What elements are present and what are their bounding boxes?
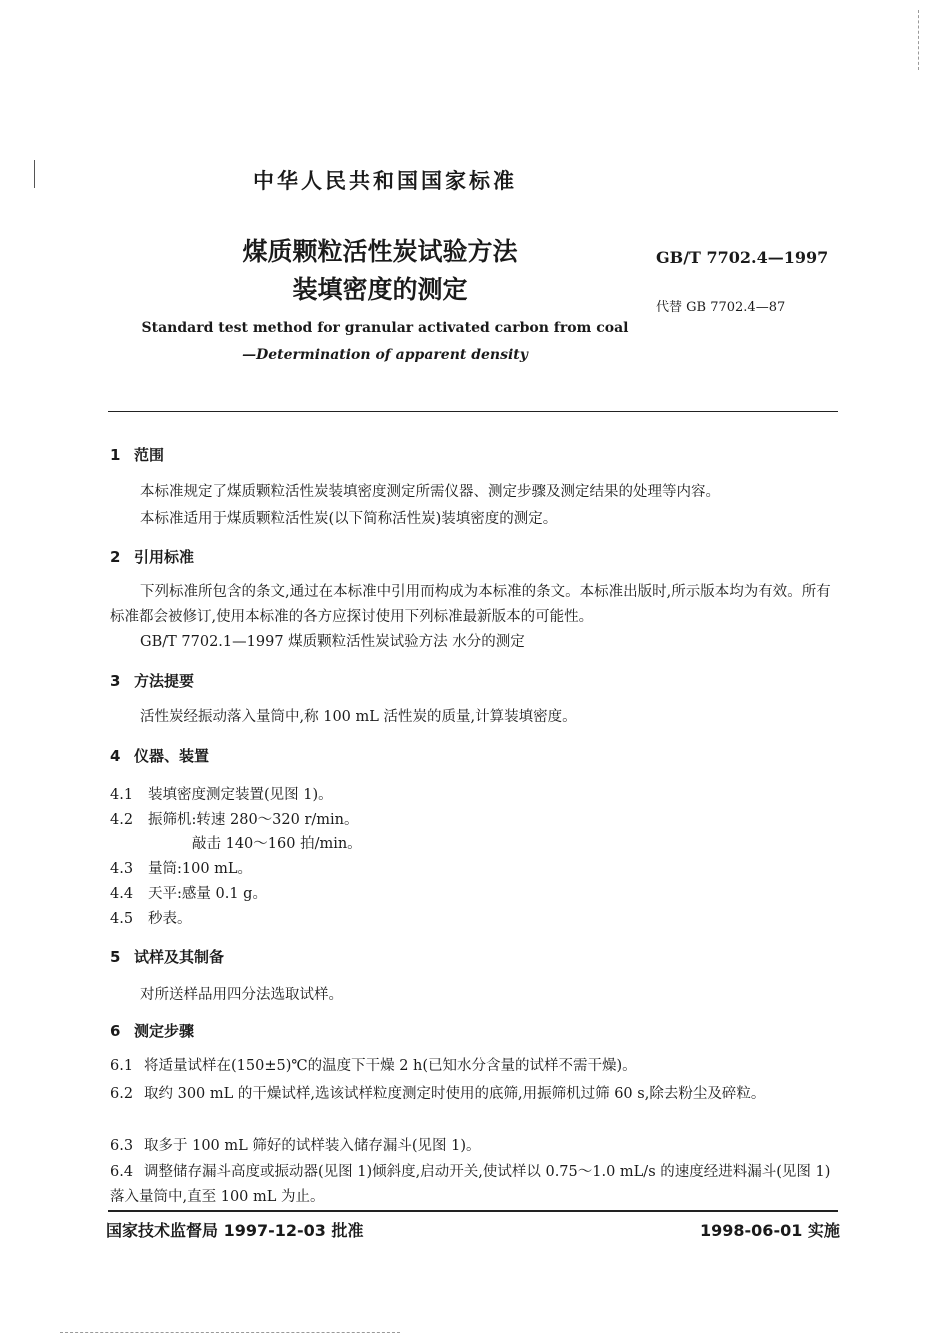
item-text: 天平:感量 0.1 g。 bbox=[148, 886, 267, 902]
section-title: 范围 bbox=[134, 446, 165, 464]
section-number: 1 bbox=[110, 446, 121, 464]
item-text: 取约 300 mL 的干燥试样,选该试样粒度测定时使用的底筛,用振筛机过筛 60 s,除去粉尘及碎粒。 bbox=[144, 1086, 766, 1102]
section-2-heading bbox=[110, 546, 194, 567]
header-divider bbox=[108, 411, 838, 412]
section-title: 测定步骤 bbox=[134, 1022, 195, 1040]
bottom-scan-line bbox=[60, 1332, 400, 1333]
section-1-paragraph-2: 本标准适用于煤质颗粒活性炭(以下简称活性炭)装填密度的测定。 bbox=[140, 511, 558, 527]
item-number: 6.3 bbox=[110, 1138, 134, 1154]
section-6-heading bbox=[110, 1020, 194, 1041]
english-title-1: Standard test method for granular activated carbon from coal bbox=[141, 320, 629, 336]
section-5-heading bbox=[110, 946, 224, 967]
item-text: 秒表。 bbox=[148, 911, 192, 927]
list-item bbox=[110, 783, 333, 804]
section-4-heading bbox=[110, 745, 209, 766]
item-number: 6.4 bbox=[110, 1164, 134, 1180]
item-number: 4.2 bbox=[110, 812, 134, 828]
item-text: 将适量试样在(150±5)℃的温度下干燥 2 h(已知水分含量的试样不需干燥)。 bbox=[144, 1058, 637, 1074]
item-number: 4.1 bbox=[110, 787, 134, 803]
section-3-paragraph-1: 活性炭经振动落入量筒中,称 100 mL 活性炭的质量,计算装填密度。 bbox=[140, 709, 577, 725]
section-number: 3 bbox=[110, 672, 121, 690]
scan-mark-right bbox=[918, 10, 919, 70]
list-item bbox=[110, 857, 252, 878]
section-2-paragraph-1: 下列标准所包含的条文,通过在本标准中引用而构成为本标准的条文。本标准出版时,所示版本均为有效。所有标准都会被修订,使用本标准的各方应探讨使用下列标准最新版本的可能性。 bbox=[110, 584, 831, 625]
item-number: 4.3 bbox=[110, 861, 134, 877]
item-number: 4.4 bbox=[110, 886, 134, 902]
section-number: 4 bbox=[110, 747, 121, 765]
list-item bbox=[110, 808, 359, 829]
implementation-date: 1998-06-01 实施 bbox=[700, 1221, 840, 1240]
section-1-paragraph-1: 本标准规定了煤质颗粒活性炭装填密度测定所需仪器、测定步骤及测定结果的处理等内容。 bbox=[140, 484, 720, 500]
item-text: 装填密度测定装置(见图 1)。 bbox=[148, 787, 333, 803]
item-text: 取多于 100 mL 筛好的试样装入储存漏斗(见图 1)。 bbox=[144, 1138, 481, 1154]
list-item bbox=[110, 882, 267, 903]
item-text: 调整储存漏斗高度或振动器(见图 1)倾斜度,启动开关,使试样以 0.75～1.0 mL/s 的速度经进料漏斗(见图 1)落入量筒中,直至 100 mL 为止。 bbox=[110, 1164, 831, 1205]
step-6-1 bbox=[110, 1054, 838, 1079]
item-number: 4.5 bbox=[110, 911, 134, 927]
list-item bbox=[110, 907, 192, 928]
step-6-2 bbox=[110, 1082, 838, 1107]
item-text: 振筛机:转速 280～320 r/min。 bbox=[148, 812, 359, 828]
section-number: 6 bbox=[110, 1022, 121, 1040]
section-title: 仪器、装置 bbox=[134, 747, 210, 765]
national-standard-heading: 中华人民共和国国家标准 bbox=[253, 169, 517, 193]
section-3-heading bbox=[110, 670, 194, 691]
replaces-note: 代替 GB 7702.4—87 bbox=[656, 300, 786, 315]
section-title: 方法提要 bbox=[134, 672, 195, 690]
section-title: 试样及其制备 bbox=[134, 948, 225, 966]
step-6-3 bbox=[110, 1134, 838, 1159]
approval-note: 国家技术监督局 1997-12-03 批准 bbox=[106, 1221, 364, 1240]
item-text: 敲击 140～160 拍/min。 bbox=[192, 836, 362, 852]
section-title: 引用标准 bbox=[134, 548, 195, 566]
item-number: 6.1 bbox=[110, 1058, 134, 1074]
title-line-2: 装填密度的测定 bbox=[292, 275, 468, 304]
section-1-heading bbox=[110, 444, 164, 465]
section-2-reference: GB/T 7702.1—1997 煤质颗粒活性炭试验方法 水分的测定 bbox=[140, 634, 525, 650]
list-item bbox=[192, 832, 362, 853]
section-5-paragraph-1: 对所送样品用四分法选取试样。 bbox=[140, 987, 343, 1003]
section-number: 2 bbox=[110, 548, 121, 566]
step-6-4 bbox=[110, 1160, 838, 1210]
item-text: 量筒:100 mL。 bbox=[148, 861, 253, 877]
item-number: 6.2 bbox=[110, 1086, 134, 1102]
english-title-2: —Determination of apparent density bbox=[242, 347, 528, 363]
footer-divider bbox=[108, 1210, 838, 1212]
section-number: 5 bbox=[110, 948, 121, 966]
standard-number: GB/T 7702.4—1997 bbox=[656, 248, 829, 267]
title-line-1: 煤质颗粒活性炭试验方法 bbox=[242, 237, 518, 266]
